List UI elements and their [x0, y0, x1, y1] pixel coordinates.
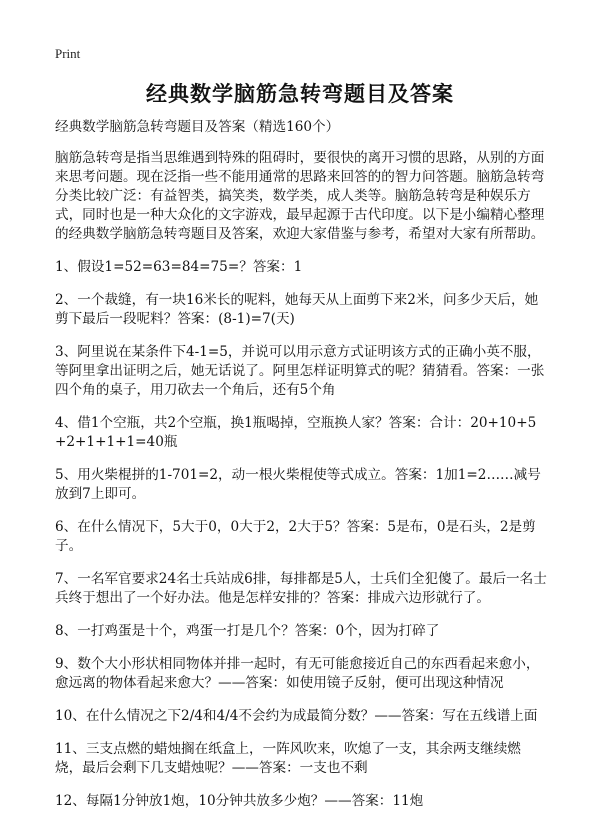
- list-item: 4、借1个空瓶，共2个空瓶，换1瓶喝掉，空瓶换人家？答案：合计：20+10+5+2+1+1+1=40瓶: [55, 415, 537, 450]
- list-item: 10、在什么情况之下2/4和4/4不会约为成最简分数？——答案：写在五线谱上面: [55, 708, 538, 724]
- list-item: 2、一个裁缝，有一块16米长的呢料，她每天从上面剪下来2米，问多少天后，她剪下最后一段呢料？答案：(8-1)=7(天): [55, 292, 539, 327]
- list-item: 7、一名军官要求24名士兵站成6排，每排都是5人，士兵们全犯傻了。最后一名士兵终于想出了一个好办法。他是怎样安排的？答案：排成六边形就行了。: [55, 571, 547, 606]
- list-item: 8、一打鸡蛋是十个，鸡蛋一打是几个？答案：0个，因为打碎了: [55, 623, 440, 639]
- list-item: 9、数个大小形状相同物体并排一起时，有无可能愈接近自己的东西看起来愈小，愈远离的物体看起来愈大？——答案：如使用镜子反射，便可出现这种情况: [55, 656, 540, 691]
- intro-paragraph: 脑筋急转弯是指当思维遇到特殊的阻碍时，要很快的离开习惯的思路，从别的方面来思考问题。现在泛指一些不能用通常的思路来回答的的智力问答题。脑筋急转弯分类比较广泛：有益智类，搞笑类，数学类，成人类等。脑筋急转弯是种娱乐方式，同时也是一种大众化的文字游戏，最早起源于古代印度。以下是小编精心整理的经典数学脑筋急转弯题目及答案，欢迎大家借鉴与参考，希望对大家有所帮助。: [55, 150, 545, 242]
- list-item: 12、每隔1分钟放1炮，10分钟共放多少炮？——答案：11炮: [55, 793, 424, 809]
- list-item: 1、假设1=52=63=84=75=？答案：1: [55, 259, 303, 275]
- list-item: 6、在什么情况下，5大于0，0大于2，2大于5？答案：5是布，0是石头，2是剪子。: [55, 519, 536, 554]
- list-item: 5、用火柴棍拼的1-701=2，动一根火柴棍使等式成立。答案：1加1=2……减号放到7上即可。: [55, 467, 541, 502]
- list-item: 11、三支点燃的蜡烛搁在纸盒上，一阵风吹来，吹熄了一支，其余两支继续燃烧，最后会剩下几支蜡烛呢？——答案：一支也不剩: [55, 741, 521, 776]
- print-link[interactable]: Print: [55, 46, 81, 61]
- page-title: 经典数学脑筋急转弯题目及答案: [146, 82, 454, 106]
- article-subtitle: 经典数学脑筋急转弯题目及答案（精选160个）: [55, 119, 340, 135]
- article-body: [55, 118, 547, 825]
- list-item: 3、阿里说在某条件下4-1=5，并说可以用示意方式证明该方式的正确小英不服，等阿里拿出证明之后，她无话说了。阿里怎样证明算式的呢？猜猜看。答案：一张四个角的桌子，用刀砍去一个角后，还有5个角: [55, 344, 545, 398]
